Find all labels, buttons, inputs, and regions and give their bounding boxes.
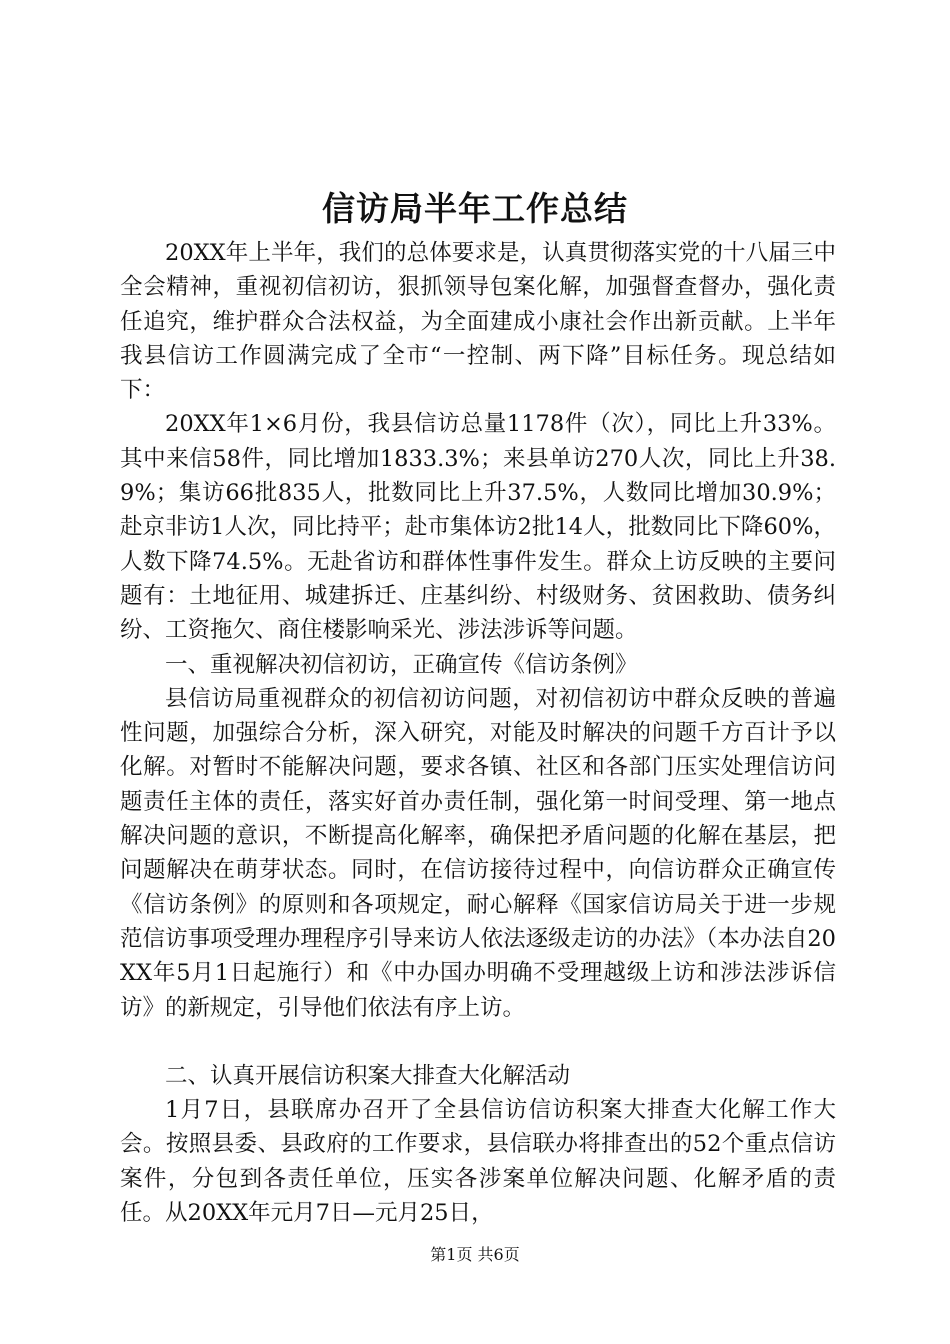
paragraph-statistics: 20XX年1×6月份，我县信访总量1178件（次），同比上升33%。其中来信58件，同比增加1833.3%；来县单访270人次，同比上升38.9%；集访66批835人，批数同比上升37.5%，人数同比增加30.9%；赴京非访1人次，同比持平；赴市集体访2批14人，批数同比下降60%，人数下降74.5%。无赴省访和群体性事件发生。群众上访反映的主要问题有：土地征用、城建拆迁、庄基纠纷、村级财务、贫困救助、债务纠纷、工资拖欠、商住楼影响采光、涉法涉诉等问题。 bbox=[120, 411, 836, 644]
paragraph-section-1: 县信访局重视群众的初信初访问题，对初信初访中群众反映的普遍性问题，加强综合分析，深入研究，对能及时解决的问题千方百计予以化解。对暂时不能解决问题，要求各镇、社区和各部门压实处理信访问题责任主体的责任，落实好首办责任制，强化第一时间受理、第一地点解决问题的意识，不断提高化解率，确保把矛盾问题的化解在基层，把问题解决在萌芽状态。同时，在信访接待过程中，向信访群众正确宣传《信访条例》的原则和各项规定，耐心解释《国家信访局关于进一步规范信访事项受理办理程序引导来访人依法逐级走访的办法》（本办法自20XX年5月1日起施行）和《中办国办明确不受理越级上访和涉法涉诉信访》的新规定，引导他们依法有序上访。 bbox=[120, 685, 836, 1021]
paragraph-intro: 20XX年上半年，我们的总体要求是，认真贯彻落实党的十八届三中全会精神，重视初信初访，狠抓领导包案化解，加强督查督办，强化责任追究，维护群众合法权益，为全面建成小康社会作出新贡献。上半年我县信访工作圆满完成了全市“一控制、两下降”目标任务。现总结如下： bbox=[120, 240, 836, 404]
section-heading-1: 一、重视解决初信初访，正确宣传《信访条例》 bbox=[165, 651, 638, 678]
document-title: 信访局半年工作总结 bbox=[322, 189, 628, 228]
section-heading-2: 二、认真开展信访积案大排查大化解活动 bbox=[165, 1062, 571, 1089]
paragraph-section-2: 1月7日，县联席办召开了全县信访信访积案大排查大化解工作大会。按照县委、县政府的工作要求，县信联办将排查出的52个重点信访案件，分包到各责任单位，压实各涉案单位解决问题、化解矛盾的责任。从20XX年元月7日—元月25日， bbox=[120, 1097, 836, 1227]
document-body bbox=[120, 236, 836, 1230]
page-footer: 第1页 共6页 bbox=[430, 1245, 520, 1264]
